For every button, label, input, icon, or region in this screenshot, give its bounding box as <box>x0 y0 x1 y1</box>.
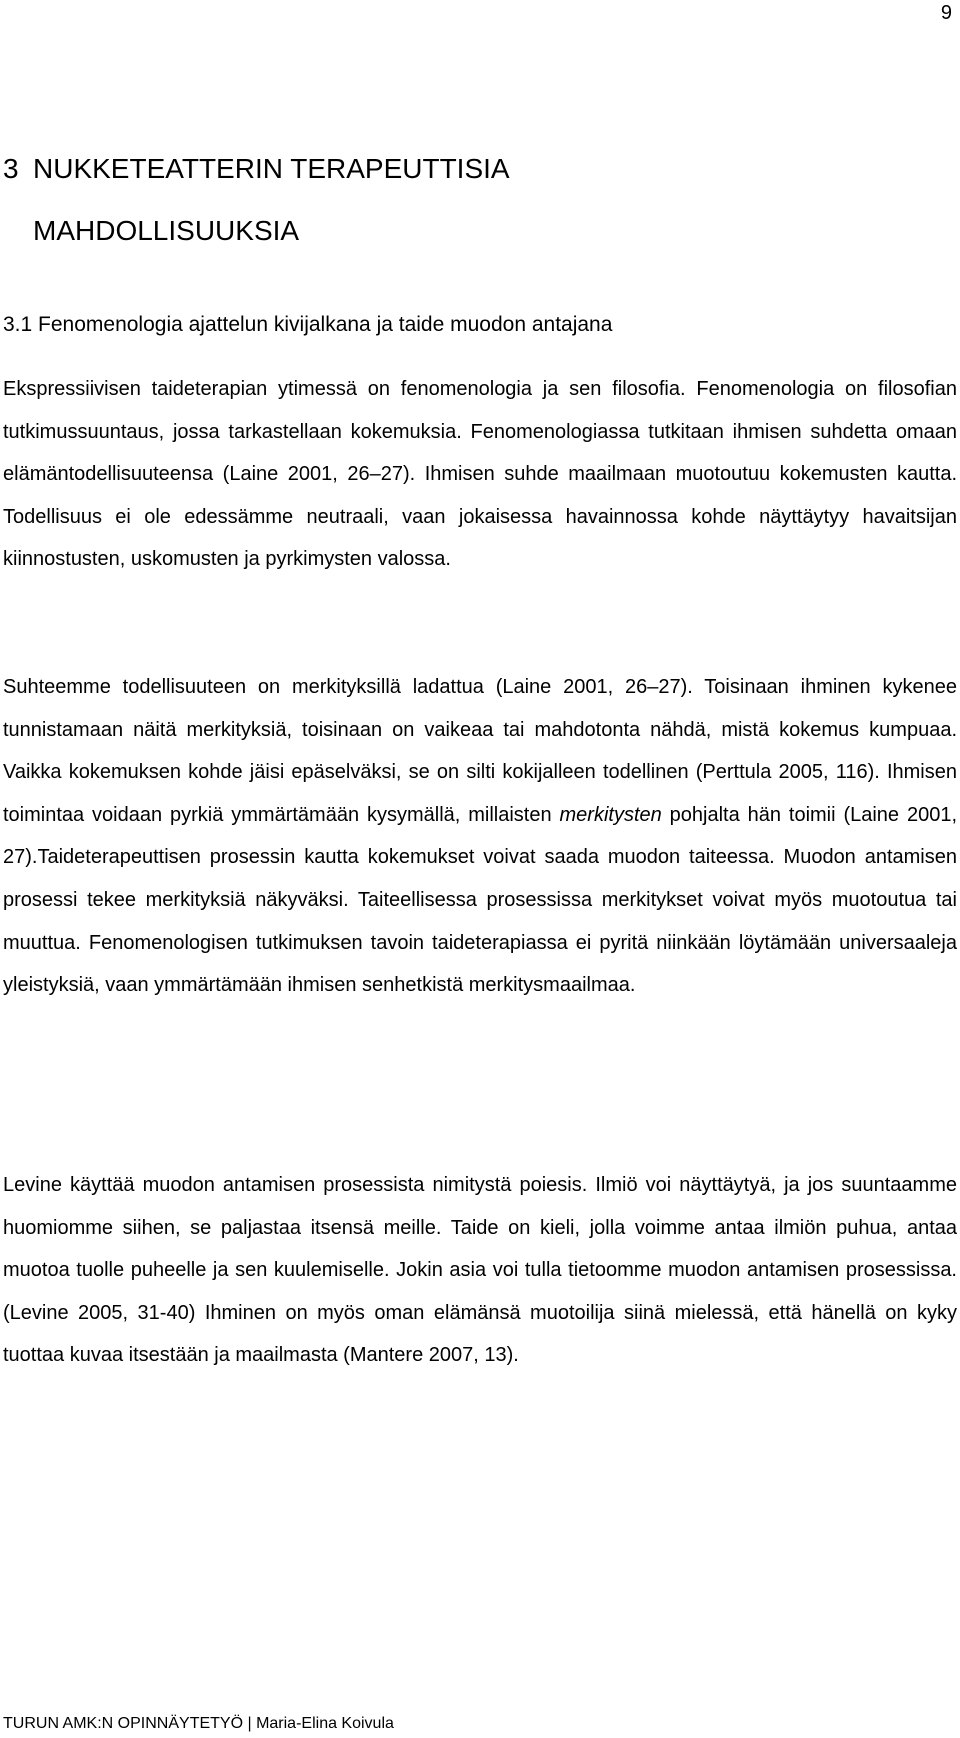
section-title: 3.1 Fenomenologia ajattelun kivijalkana ja taide muodon antajana <box>3 313 613 336</box>
paragraph-2-italic-term: merkitysten <box>559 803 662 826</box>
chapter-title-line2: MAHDOLLISUUKSIA <box>33 215 300 246</box>
paragraph-2-text-b: pohjalta hän toimii (Laine 2001, 27).Taideterapeuttisen prosessin kautta kokemukset voivat saada muodon taiteessa. Muodon antamisen prosessi tekee merkityksiä näkyväksi. Taiteellisessa prosessissa merkitykset voivat myös muotoutua tai muuttua. Fenomenologisen tutkimuksen tavoin taideterapiassa ei pyritä niinkään löytämään universaaleja yleistyksiä, vaan ymmärtämään ihmisen senhetkistä merkitysmaailmaa. <box>3 803 958 997</box>
paragraph-2 <box>3 666 957 1007</box>
chapter-title <box>3 138 643 262</box>
footer: TURUN AMK:N OPINNÄYTETYÖ | Maria-Elina Koivula <box>3 1715 394 1732</box>
paragraph-1: Ekspressiivisen taideterapian ytimessä on fenomenologia ja sen filosofia. Fenomenologia on filosofian tutkimussuuntaus, jossa tarkastellaan kokemuksia. Fenomenologiassa tutkitaan ihmisen suhdetta omaan elämäntodellisuuteensa (Laine 2001, 26–27). Ihmisen suhde maailmaan muotoutuu kokemusten kautta. Todellisuus ei ole edessämme neutraali, vaan jokaisessa havainnossa kohde näyttäytyy havaitsijan kiinnostusten, uskomusten ja pyrkimysten valossa. <box>3 378 957 571</box>
chapter-title-line1: NUKKETEATTERIN TERAPEUTTISIA <box>33 153 510 184</box>
page-number: 9 <box>940 2 952 24</box>
paragraph-3: Levine käyttää muodon antamisen prosessista nimitystä poiesis. Ilmiö voi näyttäytyä, ja jos suuntaamme huomiomme siihen, se paljastaa itsensä meille. Taide on kieli, jolla voimme antaa ilmiön puhua, antaa muotoa tuolle puheelle ja sen kuulemiselle. Jokin asia voi tulla tietoomme muodon antamisen prosessissa. (Levine 2005, 31-40) Ihminen on myös oman elämänsä muotoilija siinä mielessä, että hänellä on kyky tuottaa kuvaa itsestään ja maailmasta (Mantere 2007, 13). <box>3 1174 957 1367</box>
chapter-number: 3 <box>3 153 19 184</box>
paragraph-2-text-a: Suhteemme todellisuuteen on merkityksillä ladattua (Laine 2001, 26–27). Toisinaan ihminen kykenee tunnistamaan näitä merkityksiä, toisinaan on vaikeaa tai mahdotonta nähdä, mistä kokemus kumpuaa. Vaikka kokemuksen kohde jäisi epäselväksi, se on silti kokijalleen todellinen (Perttula 2005, 116). Ihmisen toimintaa voidaan pyrkiä ymmärtämään kysymällä, millaisten <box>3 676 957 826</box>
